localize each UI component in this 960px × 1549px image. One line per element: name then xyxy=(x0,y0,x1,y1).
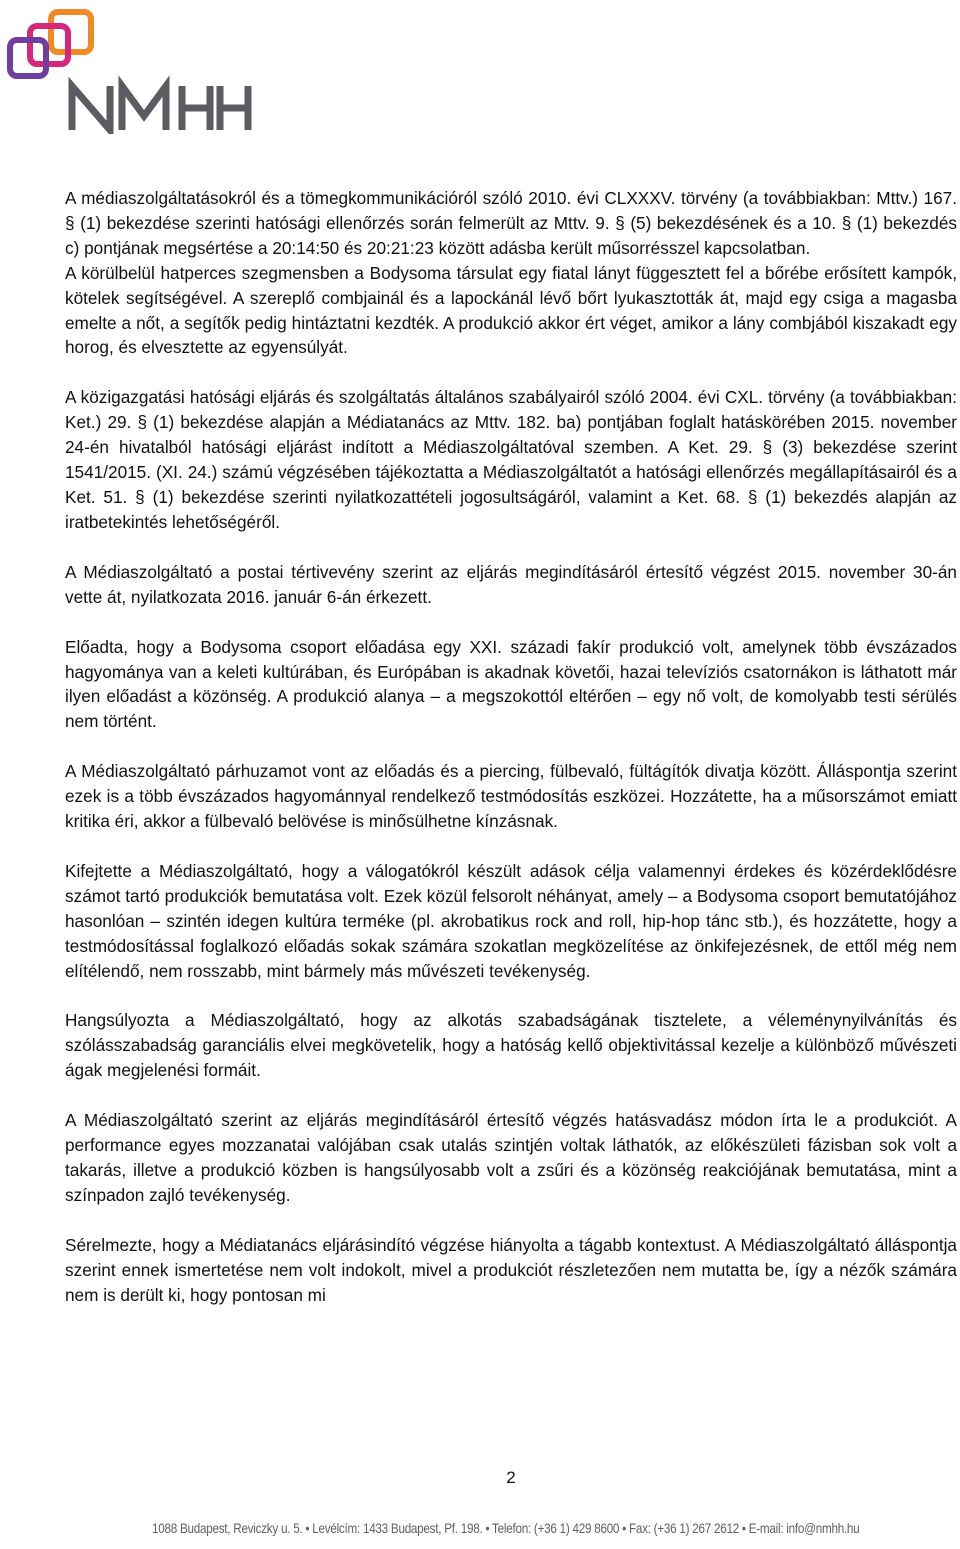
paragraph: A Médiaszolgáltató szerint az eljárás megindításáról értesítő végzés hatásvadász módon írta le a produkciót. A performance egyes mozzanatai valójában csak utalás szintjén voltak láthatók, az előkészületi fázisban sok volt a takarás, illetve a produkció közben is hangsúlyosabb volt a zsűri és a közönség reakciójának bemutatása, mint a színpadon zajló tevékenység. xyxy=(65,1110,957,1205)
paragraph: A közigazgatási hatósági eljárás és szolgáltatás általános szabályairól szóló 2004. évi CXL. törvény (a továbbiakban: Ket.) 29. § (1) bekezdése alapján a Médiatanács az Mttv. 182. ba) pontjában foglalt hatáskörében 2015. november 24-én hivatalból hatósági eljárást indított a Médiaszolgáltatóval szemben. A Ket. 29. § (3) bekezdése szerint 1541/2015. (XI. 24.) számú végzésében tájékoztatta a Médiaszolgáltatót a hatósági ellenőrzés megállapításairól és a Ket. 51. § (1) bekezdése szerinti nyilatkozattételi jogosultságáról, valamint a Ket. 68. § (1) bekezdés alapján az iratbetekintés lehetőségéről. xyxy=(65,387,957,532)
document-body xyxy=(65,186,957,1308)
paragraph: A médiaszolgáltatásokról és a tömegkommunikációról szóló 2010. évi CLXXXV. törvény (a továbbiakban: Mttv.) 167. § (1) bekezdése szerinti hatósági ellenőrzés során felmerült az Mttv. 9. § (5) bekezdésének és a 10. § (1) bekezdés c) pontjának megsértése a 20:14:50 és 20:21:23 között adásba került műsorrésszel kapcsolatban. xyxy=(65,188,957,258)
paragraph: A Médiaszolgáltató párhuzamot vont az előadás és a piercing, fülbevaló, fültágítók divatja között. Álláspontja szerint ezek is a több évszázados hagyománnyal rendelkező testmódosítás eszközei. Hozzátette, ha a műsorszámot emiatt kritika éri, akkor a fülbevaló belövése is minősülhetne kínzásnak. xyxy=(65,761,957,832)
nmhh-logo xyxy=(4,4,254,134)
paragraph: A körülbelül hatperces szegmensben a Bodysoma társulat egy fiatal lányt függesztett fel a bőrébe erősített kampók, kötelek segítségével. A szereplő combjainál és a lapockánál lévő bőrt lyukasztották át, majd egy csiga a magasba emelte a nőt, a segítők pedig hintáztatni kezdték. A produkció akkor ért véget, amikor a lány combjából kiszakadt egy horog, és elvesztette az egyensúlyát. xyxy=(65,262,957,358)
paragraph: Előadta, hogy a Bodysoma csoport előadása egy XXI. századi fakír produkció volt, amelynek több évszázados hagyománya van a keleti kultúrában, és Európában is akadnak követői, hazai televíziós csatornákon is láthatott már ilyen előadást a közönség. A produkció alanya – a megszokottól eltérően – egy nő volt, de komolyabb testi sérülés nem történt. xyxy=(65,636,957,732)
nmhh-logo-graphic xyxy=(4,4,254,134)
page-number: 2 xyxy=(506,1468,516,1487)
paragraph: Sérelmezte, hogy a Médiatanács eljárásindító végzése hiányolta a tágabb kontextust. A Médiaszolgáltató álláspontja szerint ennek ismertetése nem volt indokolt, mivel a produkciót részletezően nem mutatta be, így a nézők számára nem is derült ki, hogy pontosan mi xyxy=(65,1234,957,1305)
paragraph: Kifejtette a Médiaszolgáltató, hogy a válogatókról készült adások célja valamennyi érdekes és közérdeklődésre számot tartó produkciók bemutatása volt. Ezek közül felsorolt néhányat, amely – a Bodysoma csoport bemutatójához hasonlóan – szintén idegen kultúra terméke (pl. akrobatikus rock and roll, hip-hop tánc stb.), és hozzátette, hogy a testmódosítással foglalkozó előadás sokak számára szokatlan megközelítése az önkifejezésnek, de ettől még nem elítélendő, nem rosszabb, mint bármely más művészeti tevékenység. xyxy=(65,860,957,981)
paragraph: A Médiaszolgáltató a postai tértivevény szerint az eljárás megindításáról értesítő végzést 2015. november 30-án vette át, nyilatkozata 2016. január 6-án érkezett. xyxy=(65,561,957,607)
paragraph: Hangsúlyozta a Médiaszolgáltató, hogy az alkotás szabadságának tisztelete, a véleménynyilvánítás és szólásszabadság garanciális elvei megkövetelik, hogy a hatóság kellő objektivitással kezelje a különböző művészeti ágak megjelenési formáit. xyxy=(65,1010,957,1081)
footer-contact: 1088 Budapest, Reviczky u. 5. • Levélcím: 1433 Budapest, Pf. 198. • Telefon: (+36 1) 429 8600 • Fax: (+36 1) 267 2612 • E-mail: info@nmhh.hu xyxy=(152,1521,860,1536)
